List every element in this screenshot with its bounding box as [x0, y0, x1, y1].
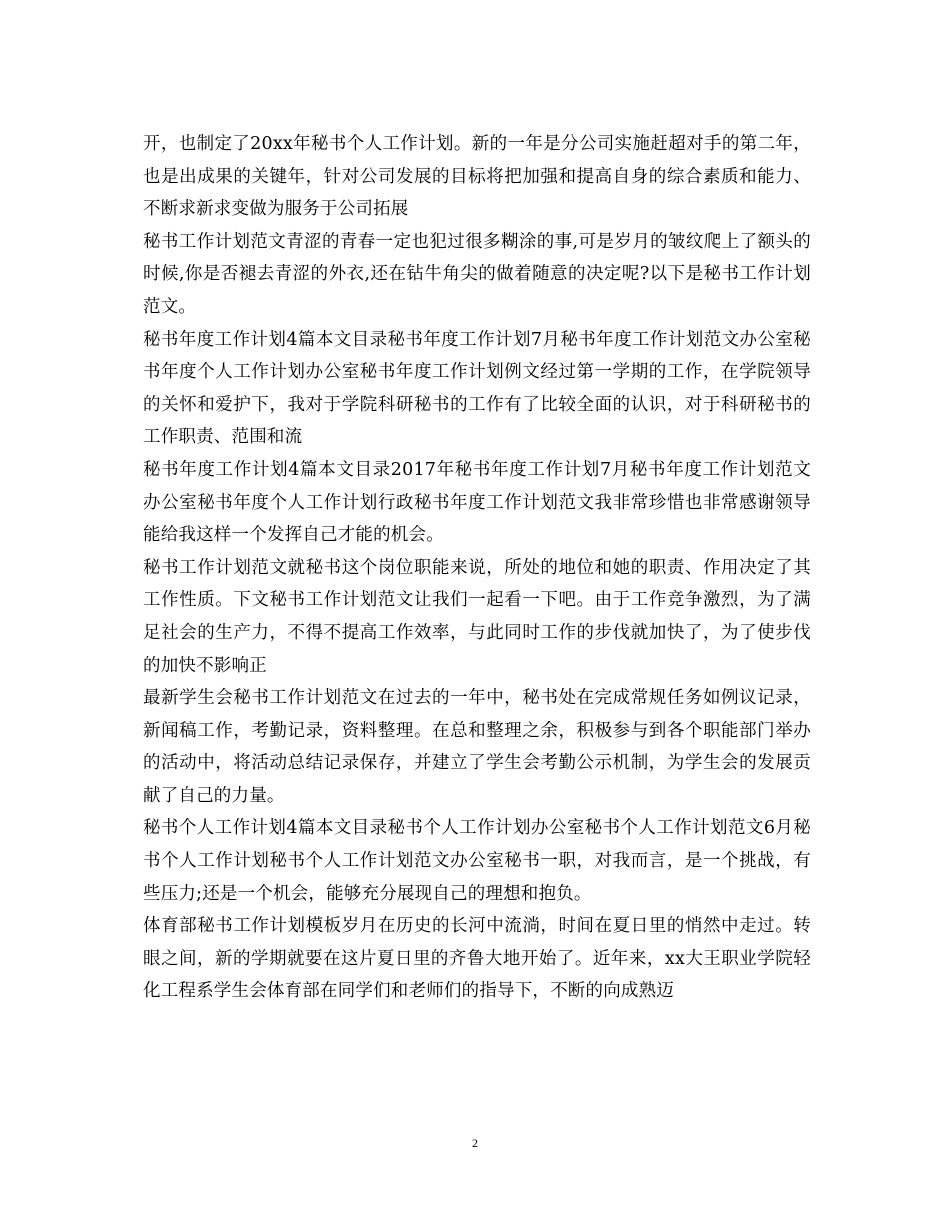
paragraph-5: 秘书工作计划范文就秘书这个岗位职能来说，所处的地位和她的职责、作用决定了其工作性质。下文秘书工作计划范文让我们一起看一下吧。由于工作竞争激烈，为了满足社会的生产力，不得不提高工作效率，与此同时工作的步伐就加快了，为了使步伐的加快不影响正 — [143, 557, 811, 676]
paragraph-6: 最新学生会秘书工作计划范文在过去的一年中，秘书处在完成常规任务如例议记录，新闻稿工作，考勤记录，资料整理。在总和整理之余，积极参与到各个职能部门举办的活动中，将活动总结记录保存，并建立了学生会考勤公示机制，为学生会的发展贡献了自己的力量。 — [143, 688, 811, 806]
page-number: 2 — [472, 1136, 478, 1150]
paragraph-7: 秘书个人工作计划4篇本文目录秘书个人工作计划办公室秘书个人工作计划范文6月秘书个人工作计划秘书个人工作计划范文办公室秘书一职，对我而言，是一个挑战，有些压力;还是一个机会，能够充分展现自己的理想和抱负。 — [143, 818, 811, 904]
paragraph-8: 体育部秘书工作计划模板岁月在历史的长河中流淌，时间在夏日里的悄然中走过。转眼之间，新的学期就要在这片夏日里的齐鲁大地开始了。近年来，xx大王职业学院轻化工程系学生会体育部在同学们和老师们的指导下，不断的向成熟迈 — [143, 916, 811, 1002]
document-body — [143, 128, 811, 1008]
paragraph-2: 秘书工作计划范文青涩的青春一定也犯过很多糊涂的事,可是岁月的皱纹爬上了额头的时候,你是否褪去青涩的外衣,还在钻牛角尖的做着随意的决定呢?以下是秘书工作计划范文。 — [143, 231, 811, 317]
paragraph-1: 开，也制定了20xx年秘书个人工作计划。新的一年是分公司实施赶超对手的第二年，也是出成果的关键年，针对公司发展的目标将把加强和提高自身的综合素质和能力、不断求新求变做为服务于公司拓展 — [143, 134, 811, 220]
paragraph-4: 秘书年度工作计划4篇本文目录2017年秘书年度工作计划7月秘书年度工作计划范文办公室秘书年度个人工作计划行政秘书年度工作计划范文我非常珍惜也非常感谢领导能给我这样一个发挥自己才能的机会。 — [143, 459, 811, 546]
paragraph-3: 秘书年度工作计划4篇本文目录秘书年度工作计划7月秘书年度工作计划范文办公室秘书年度个人工作计划办公室秘书年度工作计划例文经过第一学期的工作，在学院领导的关怀和爱护下，我对于学院科研秘书的工作有了比较全面的认识，对于科研秘书的工作职责、范围和流 — [143, 329, 811, 448]
